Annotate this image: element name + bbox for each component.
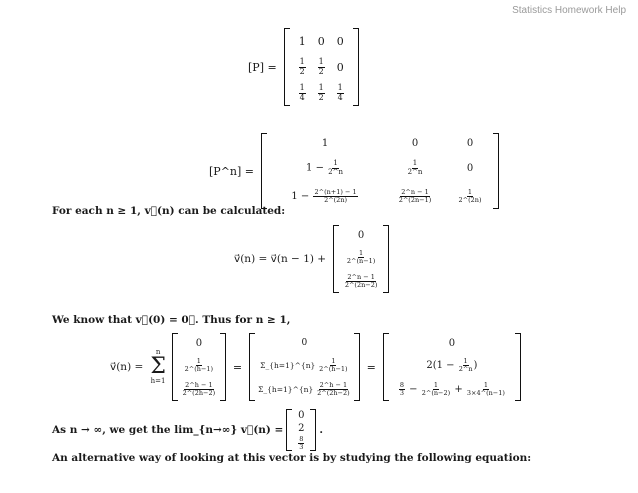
s1-c2-num: 1 bbox=[196, 356, 201, 365]
s3-c2 bbox=[392, 353, 512, 377]
text-we-know: We know that v⃗(0) = 0⃗. Thus for n ≥ 1, bbox=[52, 314, 291, 326]
rec-c2-den: 2^(n−1) bbox=[346, 256, 376, 265]
p-cell bbox=[312, 28, 331, 54]
p-cell-den: 2 bbox=[318, 66, 324, 76]
s2-c2-sum: Σ_{h=1}^{n} bbox=[260, 360, 316, 370]
p-row bbox=[293, 54, 350, 80]
limit-end: . bbox=[319, 424, 323, 436]
p-cell bbox=[293, 80, 312, 106]
p-cell-value: 0 bbox=[336, 60, 344, 74]
p-cell-den: 2 bbox=[318, 92, 324, 102]
recurrence-equation bbox=[230, 225, 392, 293]
p-label: [P] = bbox=[248, 60, 277, 74]
p-cell-num: 1 bbox=[299, 57, 305, 67]
p-cell-den: 2 bbox=[299, 66, 305, 76]
pn-matrix bbox=[261, 133, 499, 209]
sum-vector-2-table bbox=[258, 333, 351, 401]
pn-r3c1-num: 2^(n+1) − 1 bbox=[314, 187, 357, 196]
p-cell bbox=[312, 80, 331, 106]
s1-c3 bbox=[181, 377, 217, 401]
p-cell bbox=[331, 80, 350, 106]
sigma-operator bbox=[150, 349, 166, 385]
s3-c3-a-num: 8 bbox=[399, 380, 404, 389]
sum-vector-1 bbox=[172, 333, 226, 401]
p-cell-value: 1 bbox=[298, 34, 306, 48]
pn-r3c3-num: 1 bbox=[467, 187, 473, 196]
p-row bbox=[293, 28, 350, 54]
s3-c2-num: 1 bbox=[463, 356, 468, 365]
text-alternative: An alternative way of looking at this vector is by studying the following equation: bbox=[52, 452, 532, 464]
pn-matrix-table bbox=[270, 133, 490, 209]
p-cell-den: 4 bbox=[299, 92, 305, 102]
pn-r3c1 bbox=[270, 183, 380, 209]
s2-c2 bbox=[258, 353, 351, 377]
s2-c2-num: 1 bbox=[331, 356, 336, 365]
pn-r3c3 bbox=[450, 183, 490, 209]
recurrence-vector-table bbox=[342, 225, 380, 293]
p-cell-fraction bbox=[318, 84, 325, 102]
limit-vector bbox=[286, 409, 316, 451]
s2-c3-num: 2^h − 1 bbox=[319, 380, 348, 389]
s2-c1: 0 bbox=[301, 338, 308, 348]
p-cell bbox=[293, 28, 312, 54]
sigma-bottom: h=1 bbox=[150, 377, 166, 385]
s3-c3-a-den: 3 bbox=[399, 388, 404, 397]
s2-c2-den: 2^(h−1) bbox=[319, 364, 348, 373]
sigma-symbol: Σ bbox=[150, 354, 166, 379]
pn-r1c2: 0 bbox=[411, 137, 419, 149]
lim-c3 bbox=[295, 435, 307, 451]
pn-r2c2-den: 2^n bbox=[407, 167, 423, 176]
s3-c2-post: ) bbox=[473, 359, 478, 371]
p-cell bbox=[293, 54, 312, 80]
text-for-each-n: For each n ≥ 1, v⃗(n) can be calculated: bbox=[52, 205, 286, 217]
s3-c1: 0 bbox=[448, 337, 456, 349]
pn-r3c1-pre: 1 − bbox=[291, 190, 310, 202]
p-matrix-table bbox=[293, 28, 350, 106]
pn-r1c3: 0 bbox=[466, 137, 474, 149]
pn-r3c3-den: 2^(2n) bbox=[458, 195, 482, 204]
p-cell-num: 1 bbox=[299, 83, 305, 93]
limit-text: As n → ∞, we get the lim_{n→∞} v⃗(n) = bbox=[52, 424, 284, 436]
p-matrix-equation bbox=[244, 28, 362, 106]
pn-r2c1 bbox=[270, 153, 380, 183]
pn-r3c2 bbox=[380, 183, 450, 209]
s3-c3-c-num: 1 bbox=[483, 380, 488, 389]
s2-c3-den: 2^(2h−2) bbox=[317, 388, 350, 397]
sum-lhs: v⃗(n) = bbox=[110, 361, 144, 373]
recurrence-vector bbox=[333, 225, 389, 293]
s3-c3 bbox=[392, 377, 512, 401]
pn-r2c2 bbox=[380, 153, 450, 183]
s1-c2 bbox=[181, 353, 217, 377]
pn-r3c2-num: 2^n − 1 bbox=[401, 187, 429, 196]
watermark: Statistics Homework Help bbox=[512, 5, 626, 16]
sum-vector-1-table bbox=[181, 333, 217, 401]
p-cell-value: 0 bbox=[317, 34, 325, 48]
sum-vector-3 bbox=[383, 333, 521, 401]
pn-r1c1: 1 bbox=[321, 137, 329, 149]
s3-c3-plus: + bbox=[454, 383, 463, 395]
pn-r2c1-num: 1 bbox=[333, 159, 338, 168]
lim-c3-den: 3 bbox=[299, 442, 304, 451]
equals-2: = bbox=[366, 360, 376, 374]
lim-c2: 2 bbox=[298, 423, 305, 434]
s1-c3-num: 2^h − 1 bbox=[185, 380, 213, 389]
pn-r2c2-num: 1 bbox=[412, 159, 418, 168]
s1-c1: 0 bbox=[195, 337, 203, 349]
s1-c3-den: 2^(2h−2) bbox=[182, 388, 216, 397]
pn-r2c1-pre: 1 − bbox=[306, 162, 324, 174]
s2-c3 bbox=[258, 377, 351, 401]
p-cell-num: 1 bbox=[318, 83, 324, 93]
rec-c3-den: 2^(2n−2) bbox=[344, 280, 378, 289]
p-cell bbox=[331, 54, 350, 80]
lim-c1: 0 bbox=[298, 410, 305, 421]
p-cell-value: 0 bbox=[336, 34, 344, 48]
sum-vector-2 bbox=[249, 333, 360, 401]
sum-vector-3-table bbox=[392, 333, 512, 401]
s3-c3-minus: − bbox=[409, 383, 418, 395]
p-cell-fraction bbox=[337, 84, 344, 102]
p-cell-fraction bbox=[318, 58, 325, 76]
p-cell-den: 4 bbox=[337, 92, 343, 102]
s3-c3-b-den: 2^(n−2) bbox=[421, 388, 451, 397]
pn-r3c1-den: 2^(2n) bbox=[324, 195, 348, 204]
p-cell-fraction bbox=[299, 58, 306, 76]
p-cell bbox=[312, 54, 331, 80]
limit-vector-table bbox=[295, 409, 307, 451]
p-cell-num: 1 bbox=[318, 57, 324, 67]
s3-c3-c-den: 3×4^(n−1) bbox=[466, 388, 505, 397]
s2-c3-sum: Σ_{h=1}^{n} bbox=[258, 384, 314, 394]
s1-c2-den: 2^(h−1) bbox=[184, 364, 214, 373]
rec-c3 bbox=[342, 269, 380, 293]
recurrence-lhs: v⃗(n) = v⃗(n − 1) + bbox=[234, 253, 327, 265]
lim-c3-num: 8 bbox=[299, 434, 304, 443]
rec-c3-num: 2^n − 1 bbox=[347, 272, 375, 281]
equals-1: = bbox=[232, 360, 243, 374]
s3-c3-b-num: 1 bbox=[433, 380, 439, 389]
pn-r2c1-den: 2^n bbox=[328, 167, 343, 176]
s3-c2-den: 2^n bbox=[458, 364, 473, 373]
rec-c2 bbox=[342, 245, 380, 269]
p-cell bbox=[331, 28, 350, 54]
summation-equation bbox=[106, 333, 524, 401]
p-cell-fraction bbox=[299, 84, 306, 102]
s3-c2-pre: 2(1 − bbox=[426, 359, 455, 371]
p-cell-num: 1 bbox=[337, 83, 343, 93]
pn-r3c2-den: 2^(2n−1) bbox=[398, 195, 432, 204]
rec-c1: 0 bbox=[357, 229, 365, 241]
sigma-top: n bbox=[155, 348, 161, 356]
p-row bbox=[293, 80, 350, 106]
pn-label: [P^n] = bbox=[209, 164, 254, 178]
pn-matrix-equation bbox=[205, 133, 502, 209]
limit-line bbox=[52, 409, 323, 451]
p-matrix bbox=[284, 28, 359, 106]
rec-c2-num: 1 bbox=[359, 248, 364, 257]
pn-r2c3: 0 bbox=[466, 162, 474, 174]
